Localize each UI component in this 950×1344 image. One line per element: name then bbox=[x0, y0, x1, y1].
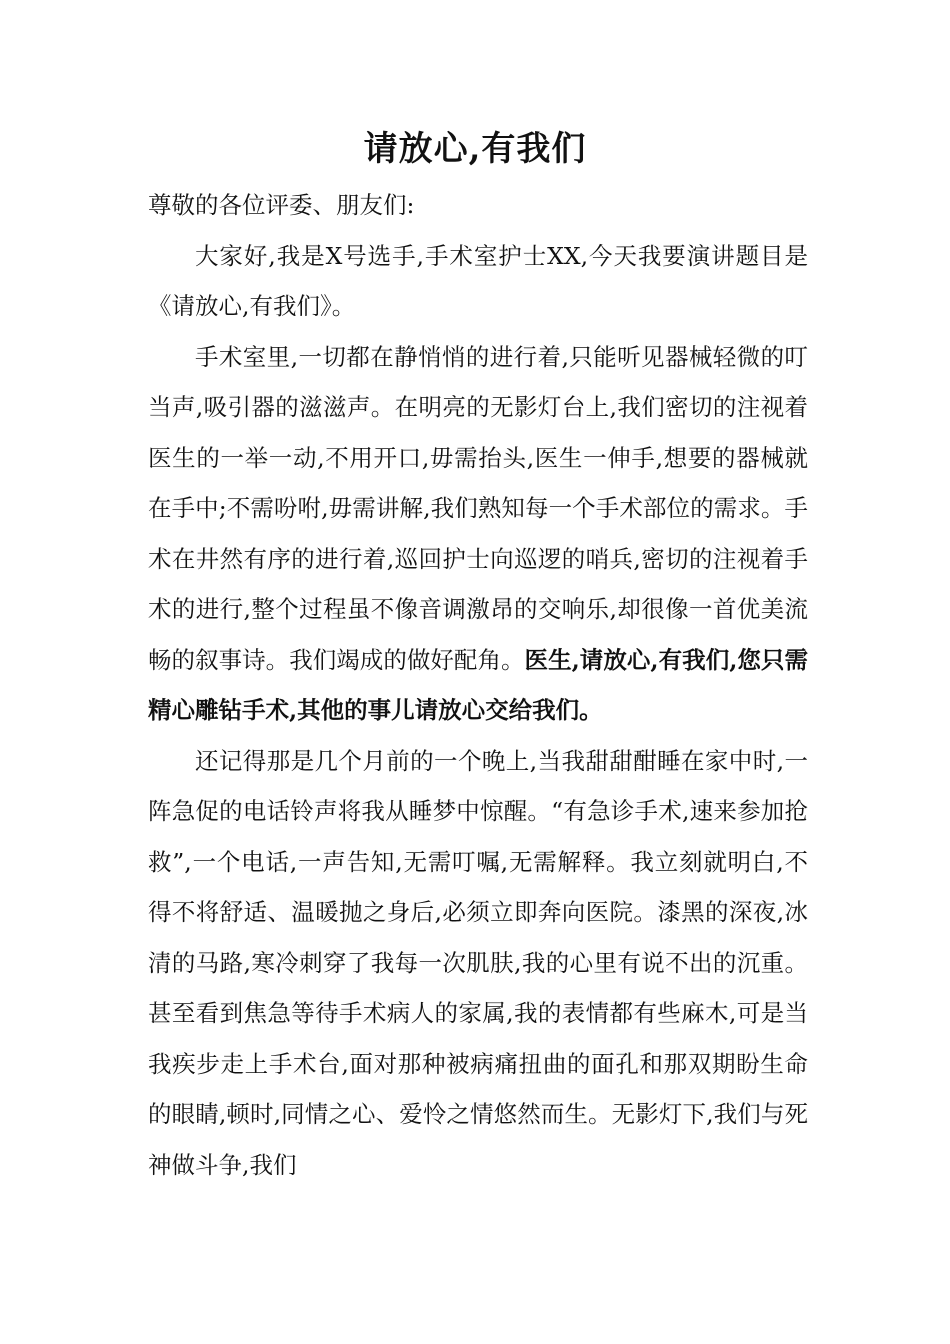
paragraph-operating-room-bold-text: 医生,请放心,有我们,您只需精心雕钻手术,其他的事儿请放心交给我们。 bbox=[148, 645, 809, 724]
document-title: 请放心,有我们 bbox=[363, 129, 587, 169]
paragraph-night-emergency bbox=[148, 736, 808, 1191]
paragraph-night-emergency-text: 还记得那是几个月前的一个晚上,当我甜甜酣睡在家中时,一阵急促的电话铃声将我从睡梦中惊醒。“有急诊手术,速来参加抢救”,一个电话,一声告知,无需叮嘱,无需解释。我立刻就明白,不得不将舒适、温暖抛之身后,必须立即奔向医院。漆黑的深夜,冰清的马路,寒冷刺穿了我每一次肌肤,我的心里有说不出的沉重。甚至看到焦急等待手术病人的家属,我的表情都有些麻木,可是当我疾步走上手术台,面对那种被病痛扭曲的面孔和那双期盼生命的眼睛,顿时,同情之心、爱怜之情悠然而生。无影灯下,我们与死神做斗争,我们 bbox=[148, 746, 808, 1179]
salutation: 尊敬的各位评委、朋友们: bbox=[148, 191, 415, 219]
paragraph-operating-room bbox=[148, 332, 808, 736]
paragraph-intro bbox=[148, 231, 808, 332]
paragraph-intro-text: 大家好,我是X号选手,手术室护士XX,今天我要演讲题目是《请放心,有我们》。 bbox=[148, 241, 808, 320]
paragraph-operating-room-text: 手术室里,一切都在静悄悄的进行着,只能听见器械轻微的叮当声,吸引器的滋滋声。在明亮的无影灯台上,我们密切的注视着医生的一举一动,不用开口,毋需抬头,医生一伸手,想要的器械就在手中;不需吩咐,毋需讲解,我们熟知每一个手术部位的需求。手术在井然有序的进行着,巡回护士向巡逻的哨兵,密切的注视着手术的进行,整个过程虽不像音调激昂的交响乐,却很像一首优美流畅的叙事诗。我们竭成的做好配角。 bbox=[148, 342, 808, 674]
document-body bbox=[148, 180, 808, 1190]
